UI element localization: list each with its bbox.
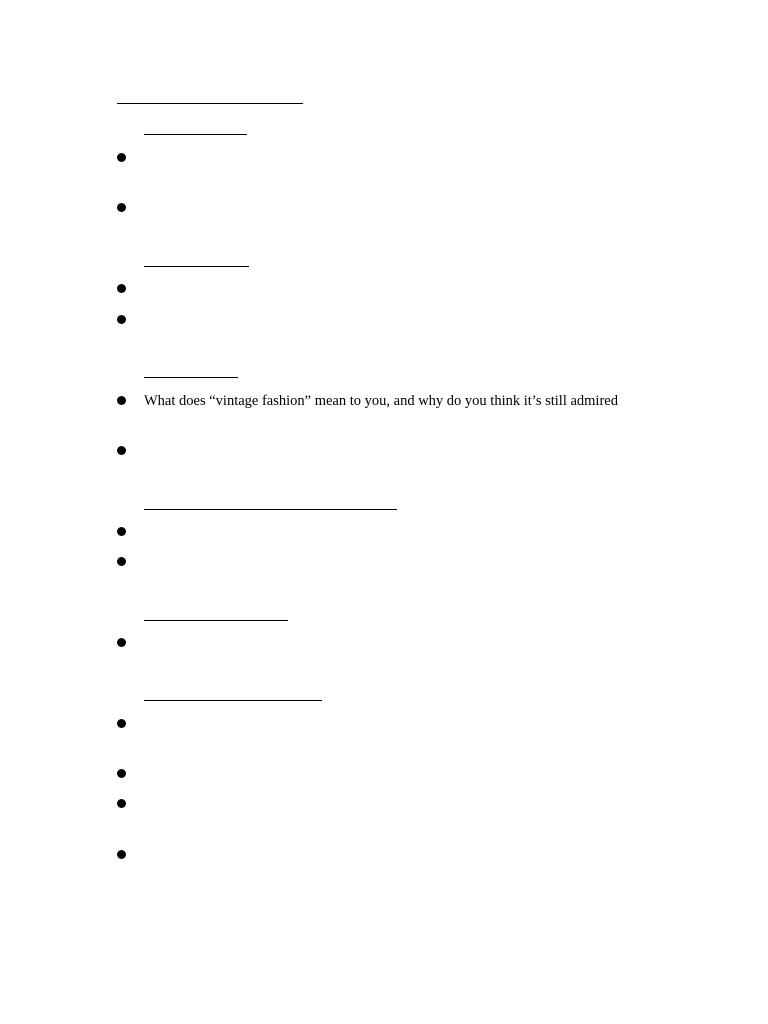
bullet-2 <box>117 203 126 212</box>
bullet-11 <box>117 769 126 778</box>
question-vintage-fashion: What does “vintage fashion” mean to you, and why do you think it’s still admired <box>144 393 618 409</box>
section-6-heading-underline <box>144 700 322 701</box>
bullet-13 <box>117 850 126 859</box>
bullet-5 <box>117 396 126 405</box>
section-2-heading-underline <box>144 266 249 267</box>
section-3-heading-underline <box>144 377 238 378</box>
section-5-heading-underline <box>144 620 288 621</box>
bullet-12 <box>117 799 126 808</box>
bullet-7 <box>117 527 126 536</box>
bullet-10 <box>117 719 126 728</box>
bullet-4 <box>117 315 126 324</box>
bullet-6 <box>117 446 126 455</box>
bullet-8 <box>117 557 126 566</box>
section-4-heading-underline <box>144 509 397 510</box>
title-underline <box>117 103 303 104</box>
bullet-1 <box>117 153 126 162</box>
section-1-heading-underline <box>144 134 247 135</box>
bullet-9 <box>117 638 126 647</box>
bullet-3 <box>117 284 126 293</box>
